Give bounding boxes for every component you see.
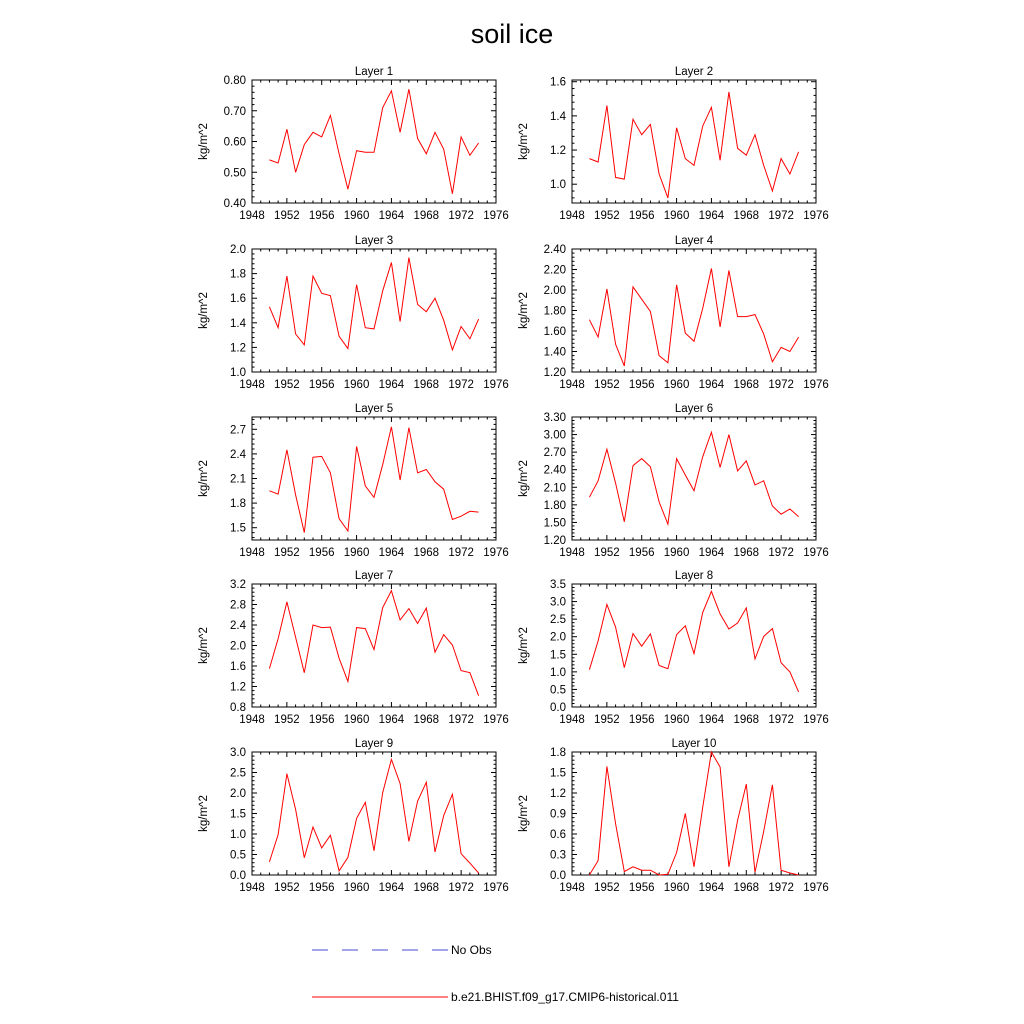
y-tick-label: 1.80: [543, 305, 566, 318]
plot-frame: [572, 80, 816, 203]
panel-title: Layer 2: [674, 66, 714, 78]
x-tick-label: 1964: [698, 714, 725, 726]
x-tick-label: 1948: [559, 547, 585, 559]
y-tick-label: 0.60: [223, 136, 246, 149]
y-tick-label: 2.5: [230, 767, 246, 780]
x-tick-label: 1952: [594, 882, 620, 894]
x-tick-label: 1976: [803, 547, 829, 559]
legend-label: No Obs: [451, 943, 492, 957]
legend-label: b.e21.BHIST.f09_g17.CMIP6-historical.011: [451, 990, 679, 1004]
x-tick-label: 1960: [343, 882, 370, 894]
y-tick-label: 2.7: [230, 424, 246, 437]
plot-frame: [572, 417, 816, 540]
y-tick-label: 1.4: [230, 317, 246, 330]
plot-frame: [252, 752, 496, 875]
y-tick-label: 2.70: [543, 447, 566, 460]
y-tick-label: 1.6: [550, 76, 566, 89]
legend: [312, 943, 679, 1004]
chart-panel: [198, 66, 509, 222]
y-tick-label: 0.50: [223, 167, 246, 180]
chart-panel: [518, 403, 829, 559]
y-tick-label: 2.20: [543, 264, 566, 277]
chart-panel: [518, 235, 829, 391]
x-tick-label: 1948: [239, 210, 265, 222]
y-tick-label: 2.0: [550, 631, 566, 644]
x-tick-label: 1960: [663, 714, 690, 726]
y-axis-label: kg/m^2: [518, 460, 530, 497]
series-line: [269, 591, 478, 696]
panels-group: [198, 66, 829, 894]
y-tick-label: 2.40: [543, 464, 566, 477]
x-tick-label: 1968: [413, 882, 440, 894]
x-tick-label: 1976: [483, 882, 509, 894]
y-tick-label: 0.5: [230, 849, 246, 862]
x-tick-label: 1976: [803, 882, 829, 894]
y-tick-label: 3.2: [230, 579, 246, 591]
y-tick-label: 0.5: [550, 684, 566, 697]
series-line: [589, 92, 798, 198]
series-line: [589, 269, 798, 366]
y-axis-label: kg/m^2: [198, 123, 210, 160]
x-tick-label: 1956: [628, 210, 655, 222]
y-tick-label: 1.20: [543, 535, 566, 547]
chart-panel: [198, 738, 509, 894]
panel-title: Layer 4: [674, 235, 714, 247]
x-tick-label: 1972: [448, 714, 474, 726]
x-tick-label: 1956: [628, 882, 655, 894]
y-tick-label: 1.60: [543, 326, 566, 338]
y-axis-label: kg/m^2: [198, 627, 210, 664]
x-tick-label: 1976: [483, 547, 509, 559]
x-tick-label: 1968: [413, 714, 440, 726]
x-tick-label: 1968: [413, 210, 440, 222]
plot-frame: [252, 80, 496, 203]
x-tick-label: 1960: [663, 547, 690, 559]
x-tick-label: 1952: [594, 210, 620, 222]
y-axis-label: kg/m^2: [518, 795, 530, 832]
panel-title: Layer 8: [674, 570, 714, 582]
panel-title: Layer 1: [354, 66, 394, 78]
series-line: [269, 258, 478, 350]
panel-title: Layer 6: [674, 403, 714, 415]
x-tick-label: 1976: [803, 379, 829, 391]
y-axis-label: kg/m^2: [198, 795, 210, 832]
y-tick-label: 1.50: [543, 517, 566, 530]
x-tick-label: 1948: [239, 882, 265, 894]
y-tick-label: 1.5: [550, 767, 566, 780]
y-tick-label: 0.0: [550, 702, 566, 714]
y-tick-label: 3.0: [550, 596, 566, 609]
x-tick-label: 1960: [663, 379, 690, 391]
chart-panel: [198, 570, 509, 726]
y-axis-label: kg/m^2: [518, 123, 530, 160]
chart-panel: [198, 235, 509, 391]
x-tick-label: 1976: [483, 714, 509, 726]
y-tick-label: 1.40: [543, 346, 566, 359]
x-tick-label: 1956: [628, 547, 655, 559]
y-tick-label: 1.5: [230, 522, 246, 535]
y-tick-label: 3.00: [543, 429, 566, 442]
x-tick-label: 1964: [378, 379, 405, 391]
x-tick-label: 1952: [594, 547, 620, 559]
x-tick-label: 1960: [663, 210, 690, 222]
panel-title: Layer 5: [354, 403, 394, 415]
y-tick-label: 0.6: [550, 829, 566, 841]
x-tick-label: 1976: [483, 210, 509, 222]
series-line: [269, 759, 478, 873]
x-tick-label: 1960: [343, 210, 370, 222]
chart-panel: [518, 570, 829, 726]
x-tick-label: 1948: [239, 547, 265, 559]
panel-title: Layer 3: [354, 235, 394, 247]
series-line: [589, 752, 798, 875]
y-tick-label: 2.4: [230, 620, 246, 632]
chart-panel: [518, 66, 829, 222]
x-tick-label: 1956: [628, 379, 655, 391]
y-tick-label: 3.30: [543, 412, 566, 424]
y-tick-label: 2.8: [230, 599, 246, 612]
y-tick-label: 1.20: [543, 367, 566, 379]
x-tick-label: 1952: [274, 210, 300, 222]
x-tick-label: 1956: [628, 714, 655, 726]
y-axis-label: kg/m^2: [518, 627, 530, 664]
x-tick-label: 1968: [733, 547, 760, 559]
y-tick-label: 2.40: [543, 244, 566, 256]
x-tick-label: 1952: [274, 882, 300, 894]
y-tick-label: 1.6: [230, 661, 246, 673]
x-tick-label: 1964: [698, 882, 725, 894]
y-tick-label: 1.0: [230, 367, 246, 379]
x-tick-label: 1968: [733, 882, 760, 894]
x-tick-label: 1952: [274, 379, 300, 391]
y-tick-label: 1.2: [550, 145, 566, 158]
y-tick-label: 0.9: [550, 808, 566, 821]
y-tick-label: 1.8: [230, 498, 246, 511]
x-tick-label: 1972: [448, 882, 474, 894]
x-tick-label: 1968: [413, 547, 440, 559]
plot-frame: [572, 584, 816, 707]
x-tick-label: 1952: [594, 379, 620, 391]
series-line: [589, 591, 798, 692]
x-tick-label: 1956: [308, 547, 335, 559]
x-tick-label: 1956: [308, 210, 335, 222]
x-tick-label: 1968: [733, 379, 760, 391]
x-tick-label: 1964: [698, 547, 725, 559]
y-tick-label: 2.1: [230, 473, 246, 486]
figure-title: soil ice: [470, 19, 554, 49]
y-tick-label: 2.0: [230, 640, 246, 653]
y-tick-label: 1.80: [543, 499, 566, 512]
x-tick-label: 1948: [559, 714, 585, 726]
x-tick-label: 1952: [274, 547, 300, 559]
y-tick-label: 0.40: [223, 198, 246, 210]
series-line: [269, 427, 478, 533]
series-line: [589, 432, 798, 524]
x-tick-label: 1972: [448, 379, 474, 391]
y-tick-label: 1.6: [230, 293, 246, 306]
x-tick-label: 1968: [413, 379, 440, 391]
y-tick-label: 2.5: [550, 614, 566, 627]
y-tick-label: 1.2: [230, 681, 246, 694]
x-tick-label: 1960: [663, 882, 690, 894]
x-tick-label: 1956: [308, 882, 335, 894]
y-tick-label: 1.2: [230, 342, 246, 355]
plot-frame: [572, 249, 816, 372]
x-tick-label: 1956: [308, 714, 335, 726]
plot-frame: [252, 249, 496, 372]
x-tick-label: 1948: [559, 882, 585, 894]
x-tick-label: 1960: [343, 379, 370, 391]
plot-frame: [252, 417, 496, 540]
x-tick-label: 1948: [239, 379, 265, 391]
x-tick-label: 1976: [483, 379, 509, 391]
y-axis-label: kg/m^2: [198, 292, 210, 329]
panel-title: Layer 7: [354, 570, 394, 582]
y-tick-label: 1.0: [230, 829, 246, 841]
y-tick-label: 1.5: [550, 649, 566, 662]
x-tick-label: 1948: [239, 714, 265, 726]
plot-frame: [252, 584, 496, 707]
panel-title: Layer 9: [354, 738, 394, 750]
chart-panel: [518, 738, 829, 894]
x-tick-label: 1964: [378, 547, 405, 559]
y-tick-label: 1.4: [550, 110, 566, 123]
y-tick-label: 1.0: [550, 179, 566, 192]
x-tick-label: 1972: [448, 210, 474, 222]
y-tick-label: 2.4: [230, 448, 246, 461]
x-tick-label: 1964: [378, 882, 405, 894]
y-tick-label: 0.0: [230, 870, 246, 882]
x-tick-label: 1964: [698, 379, 725, 391]
x-tick-label: 1976: [803, 714, 829, 726]
x-tick-label: 1972: [768, 714, 794, 726]
x-tick-label: 1968: [733, 210, 760, 222]
chart-panel: [198, 403, 509, 559]
x-tick-label: 1964: [378, 210, 405, 222]
y-tick-label: 0.8: [230, 702, 246, 714]
x-tick-label: 1952: [594, 714, 620, 726]
x-tick-label: 1960: [343, 547, 370, 559]
y-tick-label: 0.70: [223, 105, 246, 118]
y-tick-label: 2.0: [230, 244, 246, 256]
y-axis-label: kg/m^2: [198, 460, 210, 497]
x-tick-label: 1976: [803, 210, 829, 222]
y-tick-label: 3.0: [230, 747, 246, 759]
y-tick-label: 0.0: [550, 870, 566, 882]
y-tick-label: 1.2: [550, 788, 566, 800]
y-tick-label: 1.5: [230, 808, 246, 821]
y-tick-label: 3.5: [550, 579, 566, 591]
x-tick-label: 1948: [559, 379, 585, 391]
x-tick-label: 1972: [768, 882, 794, 894]
y-tick-label: 0.80: [223, 75, 246, 87]
y-tick-label: 2.0: [230, 788, 246, 800]
panel-title: Layer 10: [671, 738, 717, 750]
x-tick-label: 1956: [308, 379, 335, 391]
x-tick-label: 1960: [343, 714, 370, 726]
x-tick-label: 1972: [768, 379, 794, 391]
y-tick-label: 2.10: [543, 482, 566, 495]
y-tick-label: 0.3: [550, 849, 566, 862]
y-axis-label: kg/m^2: [518, 292, 530, 329]
x-tick-label: 1964: [378, 714, 405, 726]
series-line: [269, 89, 478, 194]
y-tick-label: 1.8: [230, 268, 246, 281]
x-tick-label: 1972: [768, 210, 794, 222]
x-tick-label: 1948: [559, 210, 585, 222]
x-tick-label: 1972: [768, 547, 794, 559]
y-tick-label: 2.00: [543, 285, 566, 297]
y-tick-label: 1.0: [550, 666, 566, 679]
x-tick-label: 1964: [698, 210, 725, 222]
x-tick-label: 1952: [274, 714, 300, 726]
y-tick-label: 1.8: [550, 747, 566, 759]
x-tick-label: 1972: [448, 547, 474, 559]
x-tick-label: 1968: [733, 714, 760, 726]
